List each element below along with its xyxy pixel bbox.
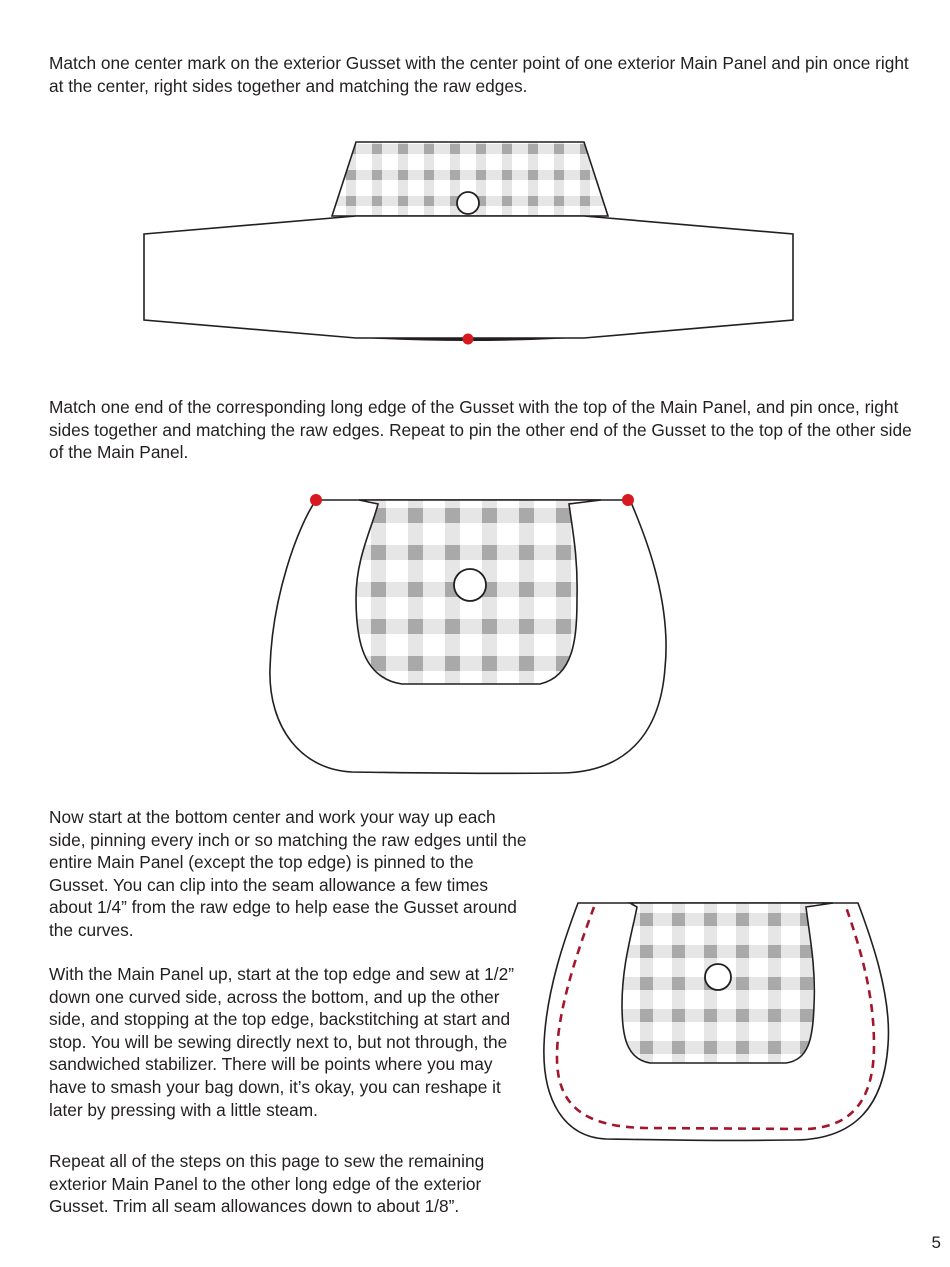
instruction-step-2: Match one end of the corresponding long edge of the Gusset with the top of the Main Panel, and pin once, right sides together and matching the raw edges. Repeat to pin the other end of the Gusset to the top of the other side of the Main Panel. (49, 397, 912, 463)
instruction-step-1: Match one center mark on the exterior Gusset with the center point of one exterior Main Panel and pin once right at the center, right sides together and matching the raw edges. (49, 53, 909, 96)
main-panel (144, 216, 793, 338)
pin-marker (463, 334, 474, 345)
gusset-center-mark (705, 964, 731, 990)
instruction-step-4: With the Main Panel up, start at the top edge and sew at 1/2” down one curved side, across the bottom, and up the other side, and stopping at the top edge, backstitching at start and stop. You will be sewing directly next to, but not through, the sandwiched stabilizer. There will be points where you may have to smash your bag down, it’s okay, you can reshape it later by pressing with a little steam. (49, 964, 514, 1120)
gusset-center-pin-diagram (138, 136, 798, 348)
instruction-step-3: Now start at the bottom center and work your way up each side, pinning every inch or so matching the raw edges until the entire Main Panel (except the top edge) is pinned to the Gusset. You can clip into the seam allowance a few times about 1/4” from the raw edge to help ease the Gusset around the curves. (49, 807, 527, 940)
gusset-center-mark (454, 569, 486, 601)
gusset-center-mark (457, 192, 479, 214)
sewn-seam-diagram (536, 895, 898, 1147)
gusset-end-pins-diagram (262, 488, 674, 780)
pin-marker-right (622, 494, 634, 506)
pin-marker-left (310, 494, 322, 506)
page-number: 5 (931, 1233, 941, 1252)
instruction-step-5: Repeat all of the steps on this page to sew the remaining exterior Main Panel to the other long edge of the exterior Gusset. Trim all seam allowances down to about 1/8”. (49, 1151, 485, 1217)
